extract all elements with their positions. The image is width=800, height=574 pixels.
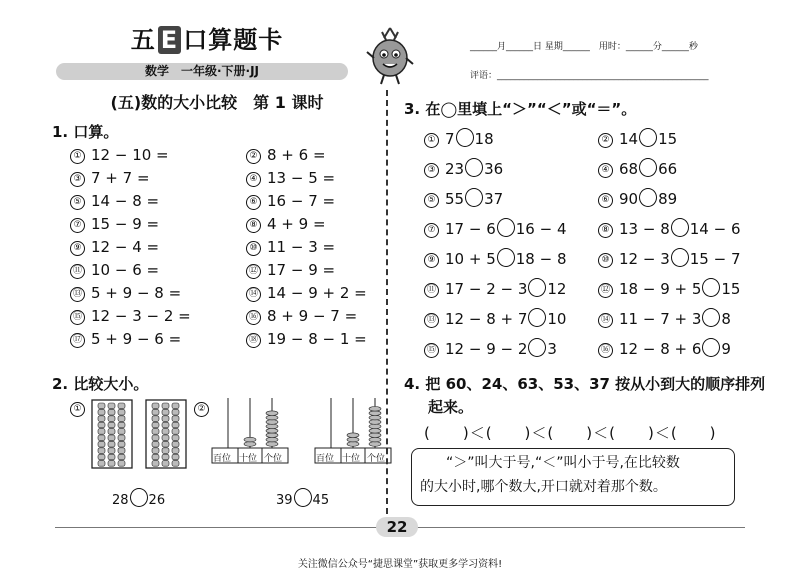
cube (108, 429, 115, 435)
q1-item[interactable] (246, 238, 335, 256)
q1-item[interactable] (70, 284, 181, 302)
cube (172, 429, 179, 435)
item-number: ⑧ (246, 218, 261, 233)
right-expression: 66 (658, 160, 678, 178)
cube (98, 448, 105, 454)
cube (152, 416, 159, 422)
expression: 8 + 9 − 7 = (267, 307, 358, 325)
right-expression: 15 (658, 130, 678, 148)
item-number: ⑪ (70, 264, 85, 279)
item-number: ⑤ (424, 193, 439, 208)
item-number: ② (598, 133, 613, 148)
q3-item (598, 128, 677, 148)
cube (98, 409, 105, 415)
cube (162, 448, 169, 454)
answer-circle[interactable] (702, 278, 720, 297)
cube (162, 435, 169, 441)
cube (98, 461, 105, 467)
q1-item[interactable] (246, 307, 357, 325)
item-number: ⑤ (70, 195, 85, 210)
cube (172, 454, 179, 460)
cube (152, 454, 159, 460)
cube (162, 429, 169, 435)
footer-text: 关注微信公众号“捷思课堂”获取更多学习资料! (297, 559, 503, 570)
abacus-bead (369, 411, 381, 416)
answer-circle[interactable] (456, 128, 474, 147)
compare-right-number: 45 (312, 493, 330, 508)
abacus-bead (369, 424, 381, 429)
q1-item[interactable] (70, 169, 150, 187)
right-expression: 18 − 8 (515, 250, 567, 268)
cube (108, 409, 115, 415)
abacus-bead (266, 429, 278, 434)
abacus-bead (266, 424, 278, 429)
cube (172, 461, 179, 467)
compare-right-number: 26 (148, 493, 166, 508)
item-number: ⑨ (424, 253, 439, 268)
place-tens: 十位 (239, 454, 258, 464)
expression: 14 − 8 = (91, 192, 160, 210)
expression: 14 − 9 + 2 = (267, 284, 367, 302)
expression: 8 + 6 = (267, 146, 326, 164)
right-expression: 18 (474, 130, 494, 148)
expression: 13 − 5 = (267, 169, 336, 187)
title-part: 五 (130, 26, 156, 54)
q3-item (598, 218, 741, 238)
q3-item (424, 188, 503, 208)
tip-box (411, 448, 735, 506)
cube (172, 435, 179, 441)
expression: 12 − 4 = (91, 238, 160, 256)
answer-circle[interactable] (639, 158, 657, 177)
cube (118, 409, 125, 415)
item-number: ⑮ (424, 343, 439, 358)
cube (98, 429, 105, 435)
cube (172, 441, 179, 447)
answer-circle[interactable] (130, 488, 148, 507)
item-number: ⑭ (246, 287, 261, 302)
place-hundreds: 百位 (316, 454, 335, 464)
item-number: ⑱ (246, 333, 261, 348)
tip-text: “＞”叫大于号,“＜”叫小于号,在比较数 (446, 455, 680, 471)
cube (172, 403, 179, 409)
right-expression: 36 (484, 160, 504, 178)
item-number: ③ (70, 172, 85, 187)
tip-line-2: 的大小时,哪个数大,开口就对着那个数。 (420, 479, 667, 495)
item-number: ⑰ (70, 333, 85, 348)
place-hundreds: 百位 (213, 454, 232, 464)
right-expression: 12 (547, 280, 567, 298)
right-expression: 3 (547, 340, 557, 358)
abacus-bead (369, 420, 381, 425)
cube (118, 454, 125, 460)
answer-circle[interactable] (702, 338, 720, 357)
item-number: ⑬ (424, 313, 439, 328)
compare-left-number: 28 (112, 493, 129, 508)
q2-label-1: ① (70, 402, 85, 417)
cube (98, 403, 105, 409)
cube (172, 409, 179, 415)
answer-circle[interactable] (702, 308, 720, 327)
item-number: ⑦ (424, 223, 439, 238)
date-time-line: ______月______日 星期______ 用时：______分______秒 (470, 42, 698, 52)
left-expression: 11 − 7 + 3 (619, 310, 702, 328)
q1-item[interactable] (246, 215, 326, 233)
cube (98, 416, 105, 422)
answer-circle[interactable] (639, 128, 657, 147)
right-expression: 37 (484, 190, 504, 208)
right-expression: 89 (658, 190, 678, 208)
q1-item[interactable] (70, 330, 181, 348)
cube (152, 422, 159, 428)
q1-item[interactable] (246, 192, 335, 210)
cube (108, 435, 115, 441)
abacus-bead (347, 433, 359, 438)
right-expression: 15 − 7 (689, 250, 741, 268)
abacus-bead (369, 437, 381, 442)
item-number: ⑦ (70, 218, 85, 233)
q1-item[interactable] (246, 284, 367, 302)
q3-item (424, 248, 567, 268)
abacus-bead (266, 415, 278, 420)
column-divider (386, 90, 388, 514)
q3-item (424, 278, 566, 298)
right-expression: 9 (721, 340, 731, 358)
answer-circle[interactable] (671, 218, 689, 237)
title-part: 口算题卡 (183, 26, 284, 54)
q3-item (424, 128, 494, 148)
q1-item[interactable] (70, 238, 159, 256)
left-expression: 12 − 9 − 2 (445, 340, 528, 358)
right-expression: 16 − 4 (515, 220, 567, 238)
place-tens: 十位 (342, 454, 361, 464)
q1-item[interactable] (246, 146, 326, 164)
q1-item[interactable] (70, 261, 159, 279)
item-number: ④ (598, 163, 613, 178)
answer-circle[interactable] (497, 248, 515, 267)
left-expression: 55 (445, 190, 465, 208)
answer-circle[interactable] (528, 338, 546, 357)
cube (162, 409, 169, 415)
item-number: ② (246, 149, 261, 164)
q4-answer-blanks[interactable]: ( )＜( )＜( )＜( )＜( ) (424, 424, 717, 442)
place-ones: 个位 (264, 454, 283, 464)
item-number: ⑫ (246, 264, 261, 279)
left-expression: 90 (619, 190, 639, 208)
abacus-bead (369, 433, 381, 438)
q3-item (598, 308, 731, 328)
item-number: ③ (424, 163, 439, 178)
cube (108, 416, 115, 422)
expression: 5 + 9 − 8 = (91, 284, 182, 302)
cube (162, 422, 169, 428)
item-number: ⑫ (598, 283, 613, 298)
abacus-bead (244, 442, 256, 447)
item-number: ⑮ (70, 310, 85, 325)
left-expression: 7 (445, 130, 455, 148)
left-expression: 23 (445, 160, 465, 178)
q3-item (424, 158, 503, 178)
expression: 16 − 7 = (267, 192, 336, 210)
cube (152, 429, 159, 435)
item-number: ⑥ (598, 193, 613, 208)
q3-item (598, 278, 740, 298)
answer-circle[interactable] (528, 308, 546, 327)
abacus-bead (266, 433, 278, 438)
expression: 17 − 9 = (267, 261, 336, 279)
expression: 10 − 6 = (91, 261, 160, 279)
item-number: ⑭ (598, 313, 613, 328)
place-ones: 个位 (367, 454, 386, 464)
abacus-bead (244, 437, 256, 442)
answer-circle[interactable] (528, 278, 546, 297)
cube (108, 448, 115, 454)
title-e-badge: E (158, 26, 181, 54)
cube (118, 416, 125, 422)
q3-item (598, 338, 731, 358)
abacus-bead (347, 442, 359, 447)
expression: 12 − 3 − 2 = (91, 307, 191, 325)
q1-item[interactable] (246, 330, 367, 348)
abacus-bead (369, 429, 381, 434)
cube (108, 454, 115, 460)
right-expression: 14 − 6 (689, 220, 741, 238)
item-number: ⑨ (70, 241, 85, 256)
q1-item[interactable] (70, 192, 159, 210)
item-number: ① (70, 149, 85, 164)
left-expression: 12 − 3 (619, 250, 670, 268)
q1-item[interactable] (246, 261, 335, 279)
q1-item[interactable] (70, 215, 159, 233)
card-title (112, 20, 302, 55)
left-expression: 12 − 8 + 6 (619, 340, 702, 358)
cube (118, 461, 125, 467)
left-expression: 18 − 9 + 5 (619, 280, 702, 298)
comment-line: 评语：_______________________________________________ (470, 71, 709, 81)
right-expression: 15 (721, 280, 741, 298)
q2-title: 2. 比较大小。 (52, 375, 149, 393)
left-expression: 12 − 8 + 7 (445, 310, 528, 328)
cube (152, 441, 159, 447)
item-number: ⑧ (598, 223, 613, 238)
compare-39-45 (276, 488, 329, 508)
left-expression: 14 (619, 130, 639, 148)
cube (162, 461, 169, 467)
left-expression: 13 − 8 (619, 220, 670, 238)
expression: 4 + 9 = (267, 215, 326, 233)
tip-line-1 (420, 451, 726, 475)
answer-circle[interactable] (465, 158, 483, 177)
cube (108, 403, 115, 409)
cube (172, 448, 179, 454)
left-expression: 17 − 6 (445, 220, 496, 238)
abacus-bead (369, 415, 381, 420)
q1-item[interactable] (70, 146, 169, 164)
expression: 5 + 9 − 6 = (91, 330, 182, 348)
q2-label-2: ② (194, 402, 209, 417)
cube (98, 454, 105, 460)
q4-title-line2: 起来。 (428, 398, 474, 416)
subject-bar: 数学 一年级·下册·JJ (56, 63, 348, 80)
answer-circle[interactable] (294, 488, 312, 507)
cube (98, 435, 105, 441)
section-title: (五)数的大小比较 第 1 课时 (110, 93, 324, 112)
q4-title-line1: 4. 把 60、24、63、53、37 按从小到大的顺序排列 (404, 375, 766, 393)
abacus-bead (369, 442, 381, 447)
right-expression: 8 (721, 310, 731, 328)
cube (152, 409, 159, 415)
cube (152, 448, 159, 454)
q3-item (424, 218, 567, 238)
cube (118, 422, 125, 428)
item-number: ⑪ (424, 283, 439, 298)
compare-28-26 (112, 488, 165, 508)
q3-title: 3. 在◯里填上“＞”“＜”或“＝”。 (404, 100, 637, 118)
cube (118, 441, 125, 447)
abacus-bead (369, 407, 381, 412)
answer-circle[interactable] (671, 248, 689, 267)
q1-item[interactable] (246, 169, 335, 187)
cube (118, 429, 125, 435)
cube (108, 441, 115, 447)
answer-circle[interactable] (497, 218, 515, 237)
right-expression: 10 (547, 310, 567, 328)
item-number: ⑯ (598, 343, 613, 358)
cube (108, 422, 115, 428)
q1-item[interactable] (70, 307, 191, 325)
item-number: ⑩ (246, 241, 261, 256)
q3-item (598, 158, 677, 178)
cube (172, 416, 179, 422)
left-expression: 68 (619, 160, 639, 178)
item-number: ⑯ (246, 310, 261, 325)
abacus-bead (347, 437, 359, 442)
cube (162, 416, 169, 422)
cube (98, 441, 105, 447)
item-number: ④ (246, 172, 261, 187)
item-number: ⑩ (598, 253, 613, 268)
expression: 12 − 10 = (91, 146, 169, 164)
expression: 15 − 9 = (91, 215, 160, 233)
expression: 19 − 8 − 1 = (267, 330, 367, 348)
q3-item (598, 188, 677, 208)
abacus-bead (266, 437, 278, 442)
cube (118, 448, 125, 454)
cube (118, 403, 125, 409)
item-number: ⑥ (246, 195, 261, 210)
item-number: ① (424, 133, 439, 148)
cube (172, 422, 179, 428)
abacus-bead (266, 420, 278, 425)
expression: 7 + 7 = (91, 169, 150, 187)
expression: 11 − 3 = (267, 238, 336, 256)
radish-mascot-icon (364, 24, 416, 86)
q1-title: 1. 口算。 (52, 123, 119, 141)
cube (162, 441, 169, 447)
abacus-bead (266, 442, 278, 447)
item-number: ⑬ (70, 287, 85, 302)
compare-left-number: 39 (276, 493, 293, 508)
counting-cubes-figure (86, 398, 196, 472)
left-expression: 17 − 2 − 3 (445, 280, 528, 298)
cube (108, 461, 115, 467)
page-number: 22 (376, 517, 418, 537)
cube (152, 435, 159, 441)
q3-item (424, 338, 557, 358)
cube (98, 422, 105, 428)
q3-item (424, 308, 566, 328)
answer-circle[interactable] (465, 188, 483, 207)
abacus-bead (266, 411, 278, 416)
cube (162, 454, 169, 460)
cube (118, 435, 125, 441)
cube (152, 461, 159, 467)
q3-item (598, 248, 741, 268)
left-expression: 10 + 5 (445, 250, 496, 268)
cube (152, 403, 159, 409)
cube (162, 403, 169, 409)
answer-circle[interactable] (639, 188, 657, 207)
